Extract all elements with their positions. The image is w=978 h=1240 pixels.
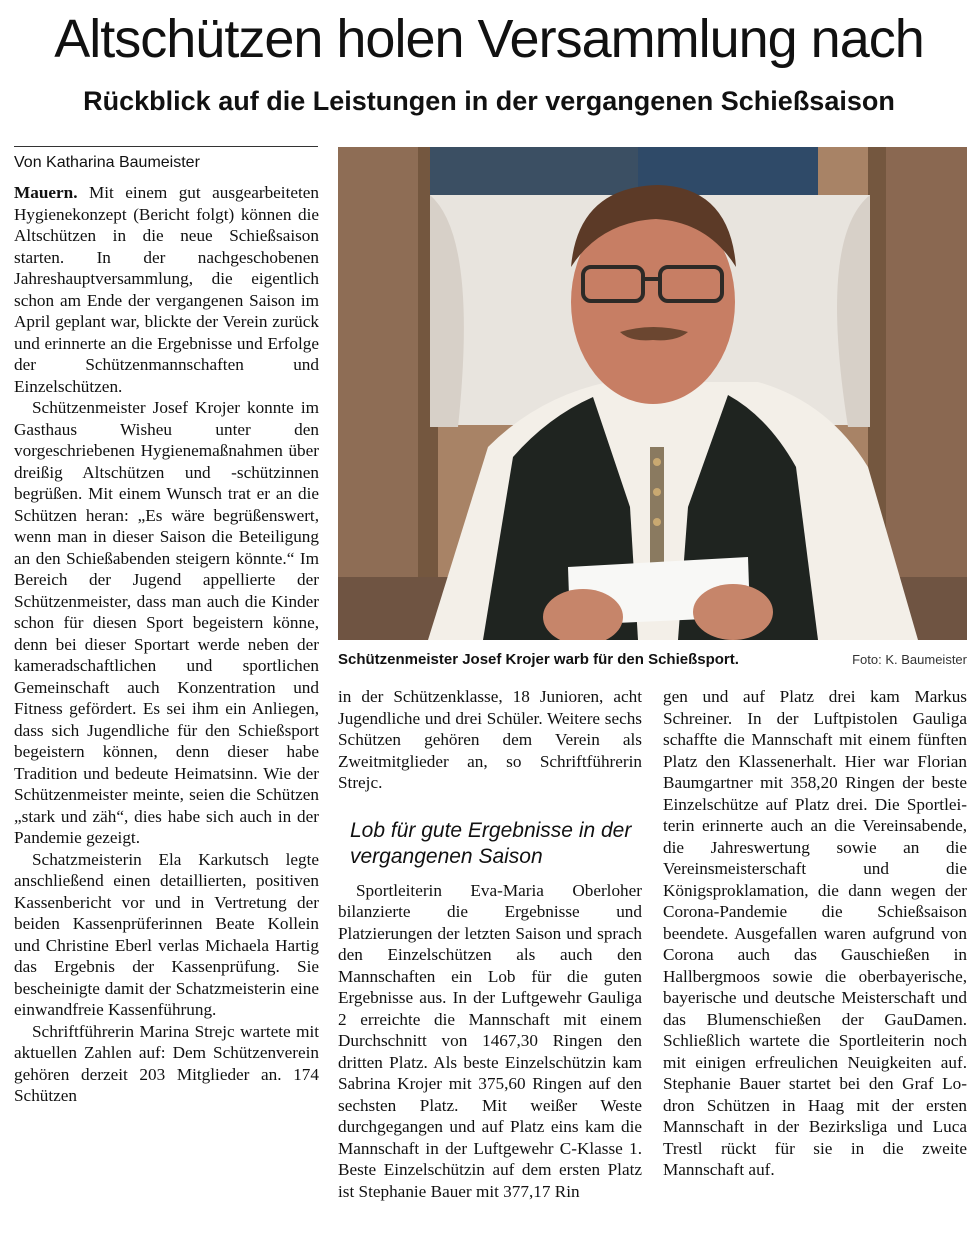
subheadline: Rückblick auf die Leistungen in der vergangenen Schießsaison — [83, 86, 895, 116]
photo-credit: Foto: K. Baumeister — [852, 651, 967, 667]
text-column-1 — [14, 182, 319, 1234]
dateline: Mauern. — [14, 183, 78, 202]
crosshead: Lob für gute Ergebnisse in der vergangenen Saison — [350, 818, 632, 868]
paragraph: Schützenmeister Josef Krojer konnte im Gasthaus Wisheu unter den vorgeschriebenen Hygienemaßnahmen über dreißig Altschützen und -schützinnen begrüßen. Mit einem Wunsch trat er an die Schützen heran: „Es wäre begrüßenswert, wenn man in dieser Saison die Beteiligung an den Schießabenden steigern könnte.“ Im Bereich der Jugend appellierte der Schützenmeister, dass man auch die Kinder schon für diesen Sport begeistern könne, denn bei dieser Sportart werde neben der kameradschaftlichen und sportlichen Gemeinschaft auch Konzentration und Fitness gefördert. Es sei ihm ein Anliegen, dass sich Jugendliche für den Schießsport begeistern können, denn dieser habe Tradition und bedeute Heimatsinn. Wie der Schützenmeister meinte, seien die Schützen „stark und zäh“, dies habe sich auch in der Pandemie gezeigt. — [14, 398, 319, 847]
headline: Altschützen holen Versammlung nach — [54, 9, 924, 69]
photo-illustration — [338, 147, 967, 640]
photo-caption: Schützenmeister Josef Krojer warb für den Schießsport. — [338, 650, 739, 668]
paragraph: Schriftführerin Marina Strejc wartete mit aktuellen Zahlen auf: Dem Schützenverein gehören derzeit 203 Mitglieder an. 174 Schützen — [14, 1021, 319, 1105]
paragraph: in der Schützenklasse, 18 Junioren, acht Jugendliche und drei Schüler. Weitere sechs Schützen gehören dem Verein als Zweitmitglieder an, so Schriftführerin Strejc. — [338, 687, 642, 792]
article-photo — [338, 147, 967, 640]
paragraph: gen und auf Platz drei kam Markus Schreiner. In der Luftpistolen Gauliga schaffte die Mannschaft mit einem fünften Platz den Klassenerhalt. Hier war Florian Baumgartner mit 358,20 Ringen der beste Einzelschütze auf Platz drei. Die Sportleiterin erinnerte auch an die Vereinsabende, die Jahreswertung sowie an die Vereinsmeisterschaft und die Königsproklamation, die dann wegen der Corona-Pandemie die Schießsaison beendete. Ausgefallen waren aufgrund von Corona auch das Gauschießen in Hallbergmoos sowie die oberbayerische, bayerische und deutsche Meisterschaft und das Blumenschießen der GauDamen. Schließlich wartete die Sportleiterin noch mit einigen erfreulichen Neuigkeiten auf. Stephanie Bauer startet bei den Graf Lodron Schützen in Haag mit der ersten Mannschaft in der Bezirksliga und Luca Trestl rückt für sie in die zweite Mannschaft auf. — [663, 687, 967, 1179]
paragraph: Schatzmeisterin Ela Karkutsch legte anschließend einen detaillierten, positiven Kassenbericht vor und in Vertretung der beiden Kassenprüferinnen Beate Kollein und Christine Eberl verlas Michaela Hartig das Ergebnis der Kassenprüfung. Sie bescheinigte damit der Schatzmeisterin eine einwandfreie Kassenführung. — [14, 849, 319, 1019]
text-column-2 — [338, 686, 642, 1234]
paragraph-intro — [14, 182, 319, 397]
paragraph-intro-text: Mit einem gut ausgearbeiteten Hygienekonzept (Bericht folgt) können die Altschützen in die neue Schießsaison starten. In der nachgeschobenen Jahreshauptversammlung, die eigentlich schon am Ende der vergangenen Saison im April geplant war, blickte der Verein zurück und erinnerte an die Ergebnisse und Erfolge der Schützenmannschaften und Einzelschützen. — [14, 183, 319, 396]
byline: Von Katharina Baumeister — [14, 146, 318, 175]
paragraph: Sportleiterin Eva-Maria Oberloher bilanzierte die Ergebnisse und Platzierungen der letzten Saison und sprach den Einzelschützen als auch den Mannschaften ein Lob für die guten Ergebnisse aus. In der Luftgewehr Gauliga 2 erreichte die Mannschaft mit einem Durchschnitt von 1467,30 Ringen den dritten Platz. Als beste Einzelschützin kam Sabrina Krojer mit 375,60 Ringen auf den sechsten Platz. Mit weißer Weste durchgegangen und auf Platz eins kam die Mannschaft in der Luftgewehr C-Klasse 1. Beste Einzelschützin auf dem ersten Platz ist Stephanie Bauer mit 377,17 Rin — [338, 880, 642, 1201]
photo-caption-bar — [338, 648, 967, 670]
text-column-3 — [663, 686, 967, 1234]
